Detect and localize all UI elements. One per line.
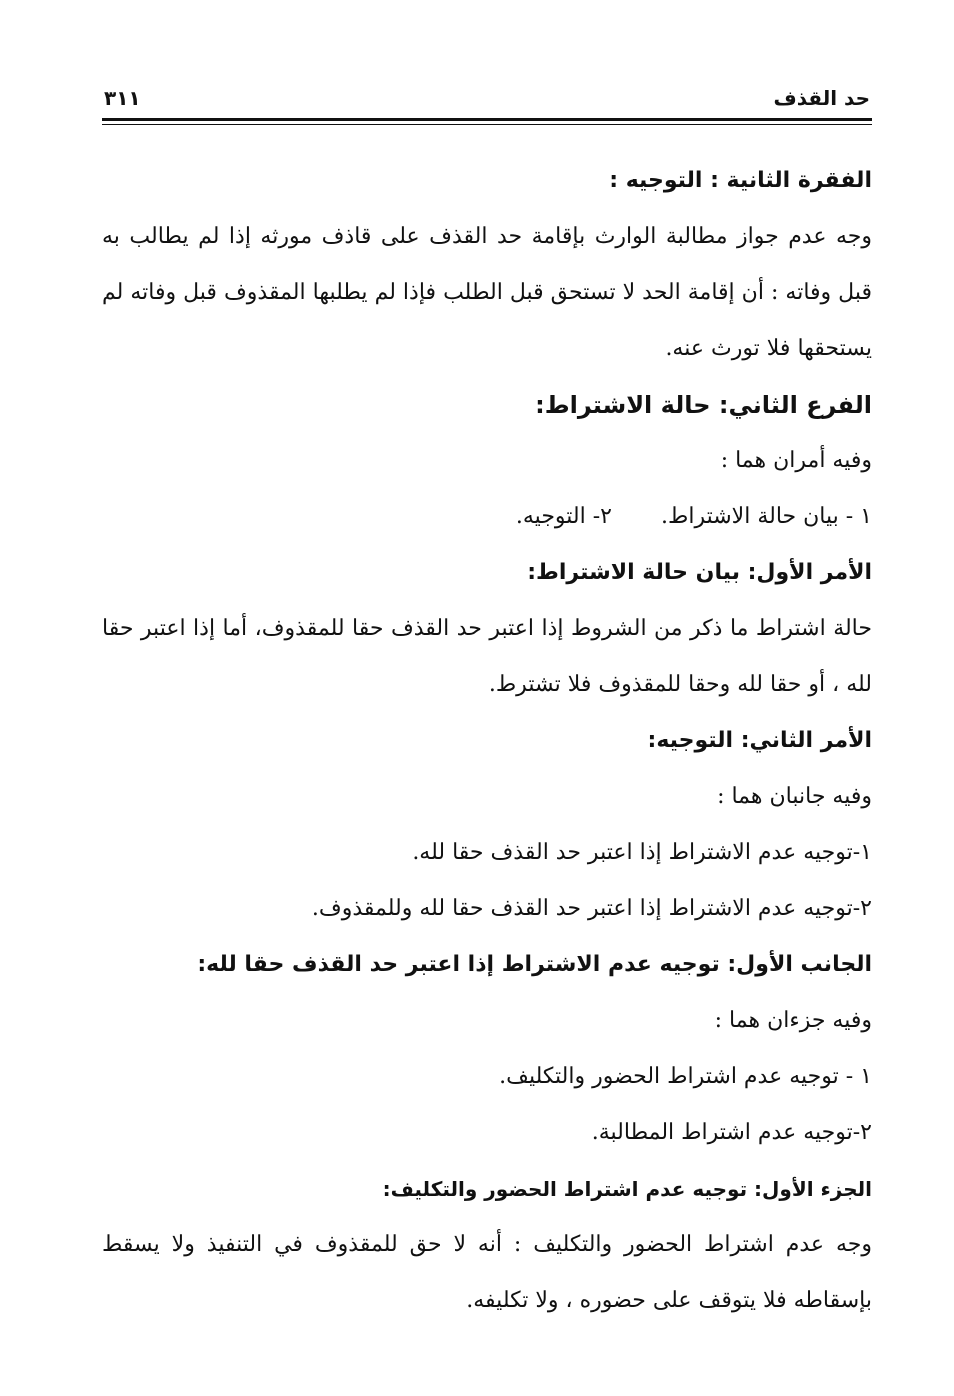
part-heading: الجزء الأول: توجيه عدم اشتراط الحضور والتكليف: bbox=[382, 1177, 872, 1201]
matter-heading: الأمر الثاني: التوجيه: bbox=[647, 728, 872, 753]
running-title: حد القذف bbox=[773, 86, 870, 110]
intro-text: وفيه جانبان هما : bbox=[717, 784, 872, 809]
book-page bbox=[102, 84, 872, 1344]
side-heading: الجانب الأول: توجيه عدم الاشتراط إذا اعتبر حد القذف حقا لله: bbox=[197, 952, 872, 977]
running-header bbox=[102, 84, 872, 118]
header-rule bbox=[102, 118, 872, 121]
branch-heading: الفرع الثاني: حالة الاشتراط: bbox=[535, 391, 872, 419]
matter-heading: الأمر الأول: بيان حالة الاشتراط: bbox=[527, 560, 872, 585]
paragraph: وجه عدم اشتراط الحضور والتكليف : أنه لا حق للمقذوف في التنفيذ ولا يسقط بإسقاطه فلا يتوقف على حضوره ، ولا تكليفه. bbox=[102, 1232, 872, 1313]
header-rule-thin bbox=[102, 124, 872, 125]
section-heading: الفقرة الثانية : التوجيه : bbox=[609, 168, 872, 193]
numbered-list bbox=[102, 489, 872, 545]
list-item: ١ - توجيه عدم اشتراط الحضور والتكليف. bbox=[499, 1064, 872, 1089]
list-item: ١-توجيه عدم الاشتراط إذا اعتبر حد القذف حقا لله. bbox=[412, 840, 872, 865]
intro-text: وفيه أمران هما : bbox=[720, 448, 872, 473]
list-item: ٢-توجيه عدم اشتراط المطالبة. bbox=[591, 1120, 872, 1145]
intro-text: وفيه جزءان هما : bbox=[714, 1008, 872, 1033]
list-item: ١ - بيان حالة الاشتراط. bbox=[661, 504, 872, 529]
paragraph: حالة اشتراط ما ذكر من الشروط إذا اعتبر حد القذف حقا للمقذوف، أما إذا اعتبر حقا لله ، أو حقا لله وحقا للمقذوف فلا تشترط. bbox=[102, 616, 872, 697]
list-item: ٢-توجيه عدم الاشتراط إذا اعتبر حد القذف حقا لله وللمقذوف. bbox=[311, 896, 872, 921]
page-content bbox=[102, 153, 872, 1329]
list-item: ٢- التوجيه. bbox=[515, 504, 612, 529]
page-number: ٣١١ bbox=[104, 86, 141, 110]
paragraph: وجه عدم جواز مطالبة الوارث بإقامة حد القذف على قاذف مورثه إذا لم يطالب به قبل وفاته : أن إقامة الحد لا تستحق قبل الطلب فإذا لم يطلبها المقذوف قبل وفاته لم يستحقها فلا تورث عنه. bbox=[102, 224, 872, 361]
